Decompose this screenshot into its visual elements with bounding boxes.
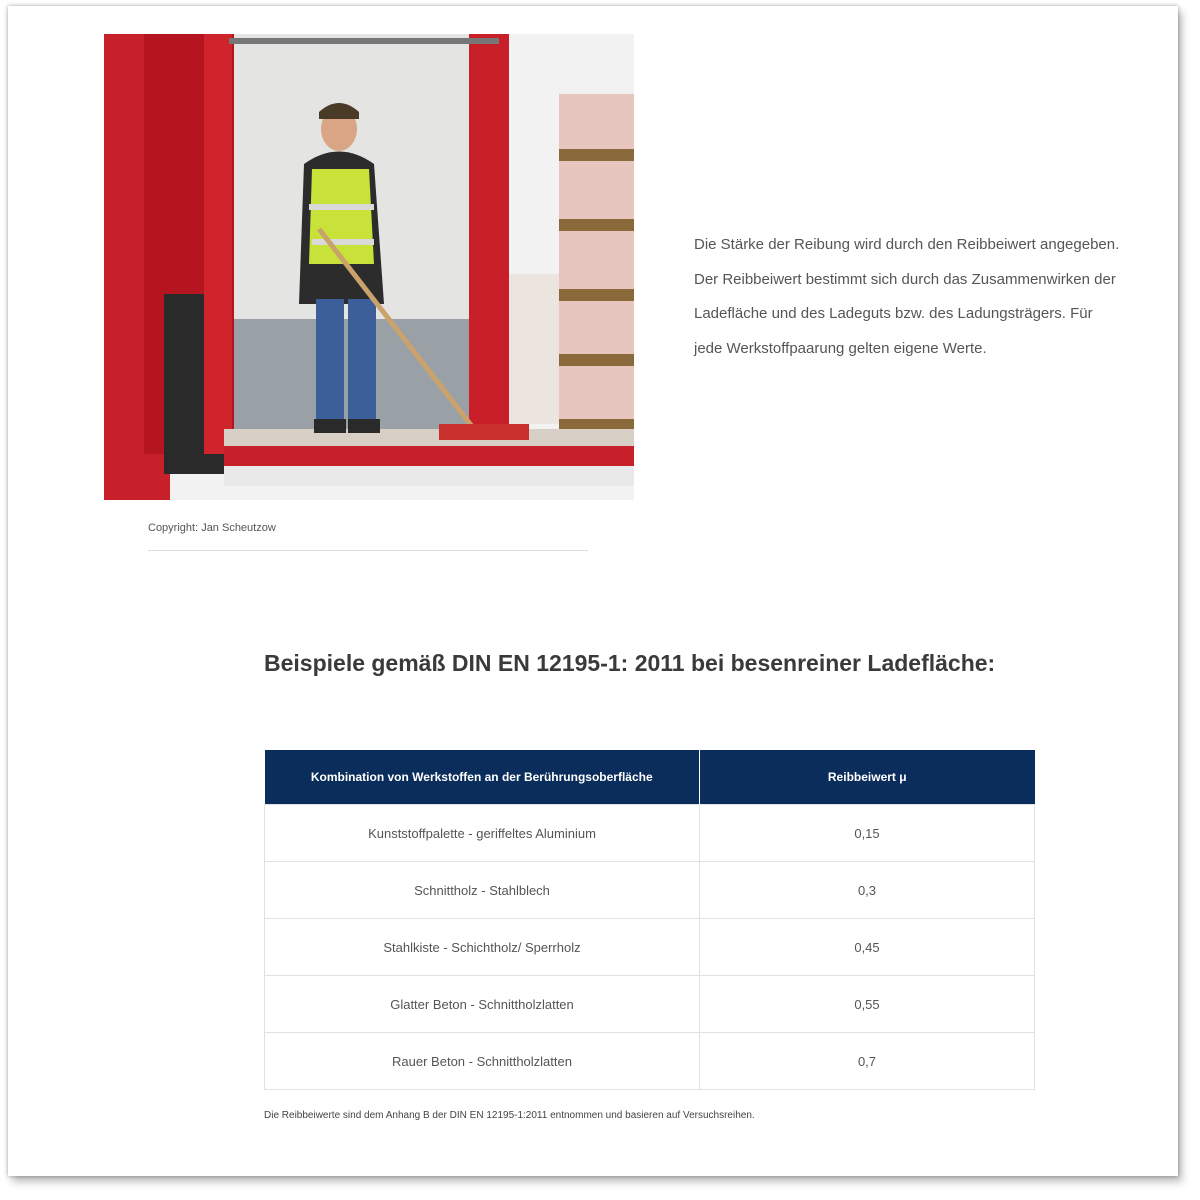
friction-table-container	[264, 750, 1034, 1090]
material-cell: Rauer Beton - Schnittholzlatten	[265, 1033, 700, 1090]
material-cell: Glatter Beton - Schnittholzlatten	[265, 976, 700, 1033]
caption-divider	[148, 550, 588, 551]
coefficient-cell: 0,7	[700, 1033, 1035, 1090]
table-row	[265, 805, 1035, 862]
coefficient-cell: 0,15	[700, 805, 1035, 862]
material-cell: Schnittholz - Stahlblech	[265, 862, 700, 919]
table-row	[265, 976, 1035, 1033]
table-row	[265, 1033, 1035, 1090]
section-heading: Beispiele gemäß DIN EN 12195-1: 2011 bei besenreiner Ladefläche:	[264, 650, 996, 676]
coefficient-cell: 0,3	[700, 862, 1035, 919]
header-friction-coefficient: Reibbeiwert μ	[700, 750, 1035, 805]
photo-caption: Copyright: Jan Scheutzow	[148, 522, 276, 534]
document-page	[8, 6, 1178, 1176]
table-header-row	[265, 750, 1035, 805]
material-cell: Kunststoffpalette - geriffeltes Aluminium	[265, 805, 700, 862]
table-row	[265, 919, 1035, 976]
friction-table	[264, 750, 1035, 1090]
table-footnote: Die Reibbeiwerte sind dem Anhang B der DIN EN 12195-1:2011 entnommen und basieren auf Versuchsreihen.	[264, 1110, 755, 1121]
coefficient-cell: 0,45	[700, 919, 1035, 976]
header-material-combination: Kombination von Werkstoffen an der Berührungsoberfläche	[265, 750, 700, 805]
worker-photo	[104, 34, 634, 500]
worker-sweeping-truck-photo-icon	[104, 34, 634, 500]
table-row	[265, 862, 1035, 919]
coefficient-cell: 0,55	[700, 976, 1035, 1033]
material-cell: Stahlkiste - Schichtholz/ Sperrholz	[265, 919, 700, 976]
intro-paragraph: Die Stärke der Reibung wird durch den Reibbeiwert angegeben. Der Reibbeiwert bestimmt sich durch das Zusammenwirken der Ladefläche und des Ladeguts bzw. des Ladungsträgers. Für jede Werkstoffpaarung gelten eigene Werte.	[694, 236, 1120, 357]
